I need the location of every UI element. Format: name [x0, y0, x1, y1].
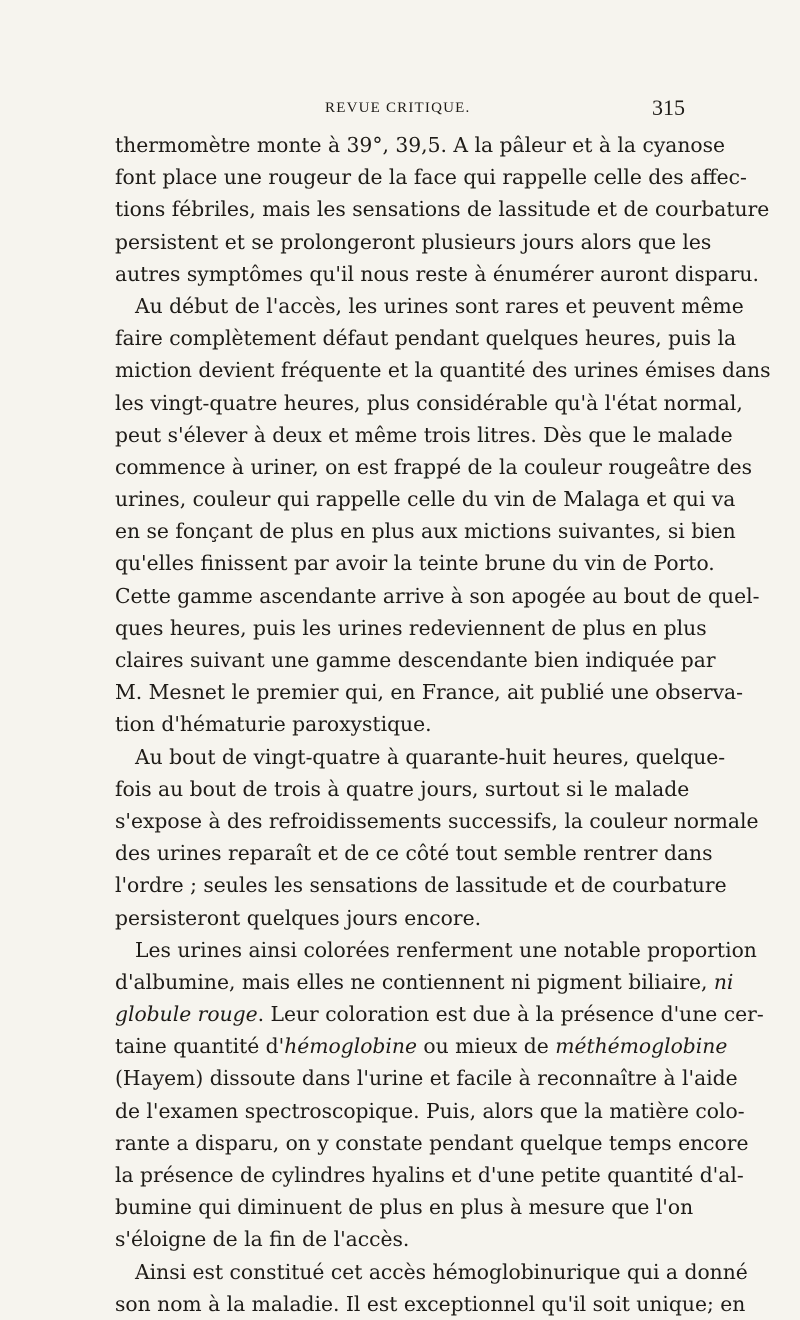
text-segment: ou mieux de [416, 1034, 556, 1059]
text-line [115, 741, 726, 773]
text-line [115, 837, 713, 869]
italic-text: globule rouge [115, 1002, 258, 1027]
body-text [115, 129, 771, 1320]
text-segment: les vingt-quatre heures, plus considérable qu'à l'état normal, [115, 390, 743, 415]
text-line [115, 547, 715, 579]
text-line [115, 258, 759, 290]
text-line [115, 676, 743, 708]
text-line [115, 1095, 745, 1127]
text-segment: fois au bout de trois à quatre jours, surtout si le malade [115, 776, 690, 801]
text-segment: tions fébriles, mais les sensations de lassitude et de courbature [115, 197, 770, 222]
text-segment: persisteront quelques jours encore. [115, 905, 482, 930]
text-line [115, 515, 736, 547]
text-segment: de l'examen spectroscopique. Puis, alors que la matière colo- [115, 1098, 745, 1123]
text-segment: urines, couleur qui rappelle celle du vin de Malaga et qui va [115, 487, 736, 512]
text-segment: peut s'élever à deux et même trois litres. Dès que le malade [115, 422, 733, 447]
text-segment: la présence de cylindres hyalins et d'une petite quantité d'al- [115, 1163, 744, 1187]
text-segment: M. Mesnet le premier qui, en France, ait publié une observa- [115, 680, 743, 705]
text-line [115, 1030, 728, 1062]
text-line [115, 322, 737, 354]
text-line [115, 580, 760, 612]
text-segment: tion d'hématurie paroxystique. [115, 712, 432, 737]
text-segment: autres symptômes qu'il nous reste à énumérer auront disparu. [115, 261, 759, 286]
page-number: 315 [652, 95, 685, 120]
text-segment: miction devient fréquente et la quantité des urines émises dans [115, 358, 771, 383]
text-line [115, 708, 687, 740]
text-line [115, 612, 707, 644]
text-line [115, 1191, 694, 1223]
text-segment: son nom à la maladie. Il est exceptionnel qu'il soit unique; en [115, 1291, 746, 1316]
text-segment: commence à uriner, on est frappé de la couleur rougeâtre des [115, 454, 753, 479]
text-line [115, 805, 759, 837]
text-segment: claires suivant une gamme descendante bien indiquée par [115, 648, 716, 672]
text-line [115, 387, 743, 419]
text-line [115, 998, 764, 1030]
text-line [115, 483, 736, 515]
text-line [115, 1223, 687, 1255]
text-segment: l'ordre ; seules les sensations de lassitude et de courbature [115, 873, 727, 898]
page-header [115, 95, 685, 125]
text-segment: bumine qui diminuent de plus en plus à mesure que l'on [115, 1195, 694, 1220]
text-segment: qu'elles finissent par avoir la teinte brune du vin de Porto. [115, 551, 715, 576]
text-segment: en se fonçant de plus en plus aux mictions suivantes, si bien [115, 519, 736, 544]
text-segment: d'albumine, mais elles ne contiennent ni pigment biliaire, [115, 969, 714, 994]
text-segment: Au début de l'accès, les urines sont rares et peuvent même [135, 293, 744, 318]
italic-text: ni [713, 969, 734, 994]
text-segment: Ainsi est constitué cet accès hémoglobinurique qui a donné [135, 1259, 748, 1284]
text-segment: persistent et se prolongeront plusieurs jours alors que les [115, 229, 712, 254]
italic-text: hémoglobine [284, 1034, 417, 1059]
text-segment: s'éloigne de la fin de l'accès. [115, 1227, 410, 1252]
text-line [115, 934, 757, 966]
text-segment: rante a disparu, on y constate pendant quelque temps encore [115, 1130, 749, 1155]
text-segment: s'expose à des refroidissements successifs, la couleur normale [115, 808, 759, 833]
text-line [115, 1256, 748, 1288]
text-segment: font place une rougeur de la face qui rappelle celle des affec- [115, 165, 747, 190]
text-line [115, 1288, 746, 1320]
text-segment: faire complètement défaut pendant quelques heures, puis la [115, 326, 737, 351]
text-line [115, 290, 744, 322]
text-line [115, 419, 733, 451]
text-line [115, 226, 712, 258]
text-segment: Les urines ainsi colorées renferment une notable proportion [135, 937, 757, 962]
text-line [115, 773, 690, 805]
text-segment: des urines reparaît et de ce côté tout semble rentrer dans [115, 841, 713, 866]
text-segment: thermomètre monte à 39°, 39,5. A la pâleur et à la cyanose [115, 133, 726, 157]
text-line [115, 451, 753, 483]
text-segment: Au bout de vingt-quatre à quarante-huit heures, quelque- [135, 744, 726, 769]
text-line [115, 161, 747, 193]
running-head: REVUE CRITIQUE. [325, 100, 471, 116]
text-segment: ques heures, puis les urines redeviennent de plus en plus [115, 615, 707, 640]
text-line [115, 193, 770, 225]
text-line [115, 902, 687, 934]
text-line [115, 966, 734, 998]
text-line [115, 354, 771, 386]
text-line [115, 1127, 749, 1159]
text-line [115, 644, 716, 676]
text-segment: (Hayem) dissoute dans l'urine et facile à reconnaître à l'aide [115, 1066, 738, 1091]
text-line [115, 1062, 738, 1094]
text-segment: taine quantité d' [115, 1034, 285, 1059]
text-line [115, 1159, 744, 1191]
text-segment: . Leur coloration est due à la présence d'une cer- [257, 1002, 764, 1027]
text-segment: Cette gamme ascendante arrive à son apogée au bout de quel- [115, 583, 760, 608]
text-line [115, 129, 726, 161]
italic-text: méthémoglobine [555, 1034, 728, 1059]
text-line [115, 869, 727, 901]
